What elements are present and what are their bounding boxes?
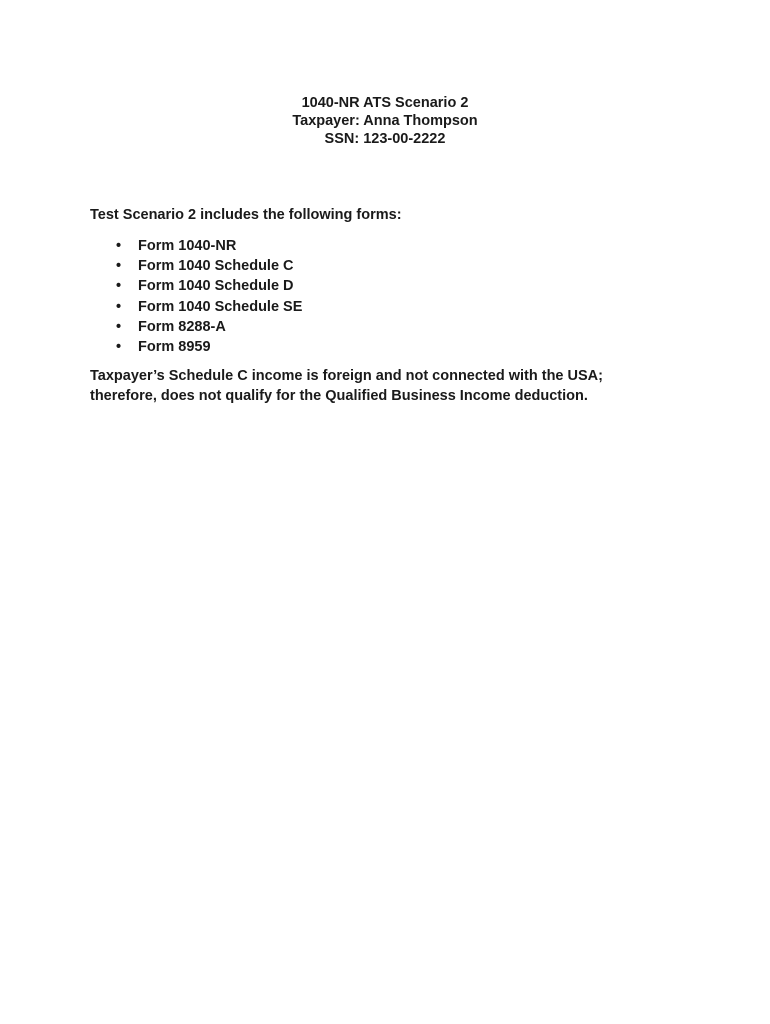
forms-intro: Test Scenario 2 includes the following forms: (90, 207, 402, 223)
document-header (0, 94, 770, 148)
bullet-icon: • (116, 258, 122, 275)
list-item (90, 276, 302, 296)
scenario-title: 1040-NR ATS Scenario 2 (301, 95, 469, 111)
form-name: Form 1040 Schedule SE (138, 298, 303, 315)
list-item (90, 236, 302, 256)
form-name: Form 1040 Schedule C (138, 258, 294, 275)
bullet-icon: • (116, 238, 122, 254)
bullet-icon: • (116, 318, 122, 335)
forms-list (90, 236, 302, 357)
note-line: therefore, does not qualify for the Qualified Business Income deduction. (90, 388, 588, 404)
bullet-icon: • (116, 298, 122, 315)
list-item (90, 317, 302, 337)
note-line: Taxpayer’s Schedule C income is foreign and not connected with the USA; (90, 368, 603, 384)
taxpayer-ssn: SSN: 123-00-2222 (324, 131, 446, 147)
form-name: Form 8288-A (138, 318, 226, 335)
form-name: Form 8959 (138, 339, 211, 356)
list-item (90, 297, 302, 317)
taxpayer-name: Taxpayer: Anna Thompson (292, 113, 478, 129)
form-name: Form 1040 Schedule D (138, 278, 294, 295)
bullet-icon: • (116, 339, 122, 356)
qbi-note (90, 366, 690, 406)
form-name: Form 1040-NR (138, 238, 237, 254)
bullet-icon: • (116, 278, 122, 295)
list-item (90, 256, 302, 276)
list-item (90, 337, 302, 357)
